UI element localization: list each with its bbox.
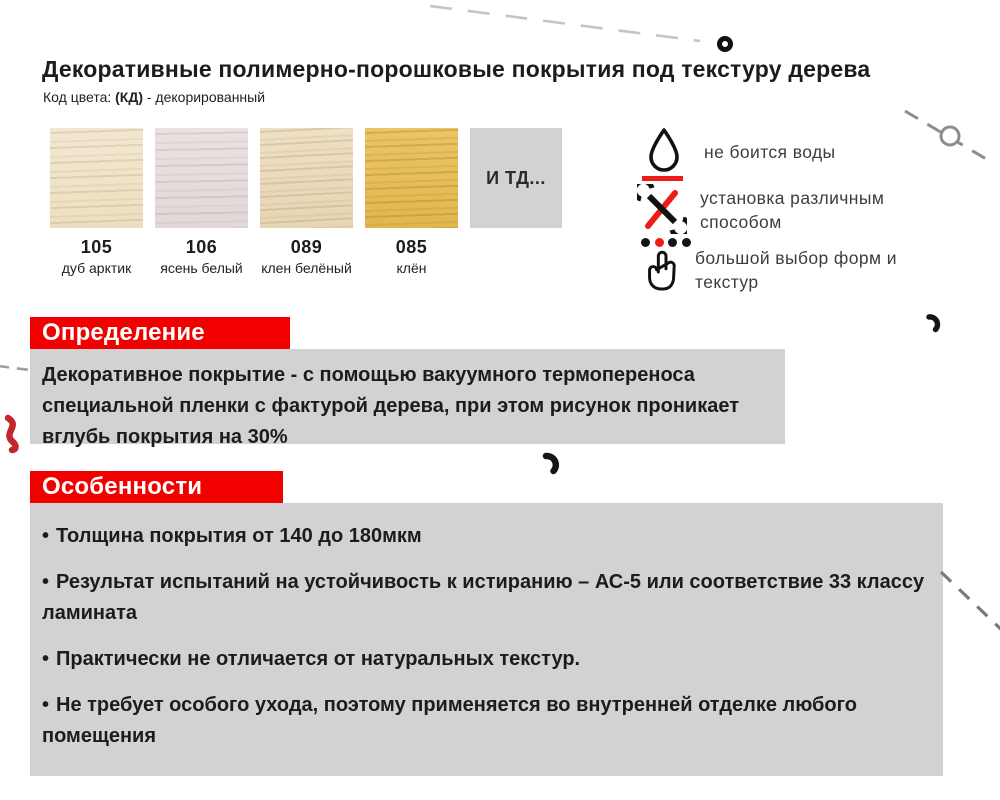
bottomright-dashed-line (941, 572, 1000, 634)
wood-sample-image (260, 128, 353, 228)
feature-item: • Результат испытаний на устойчивость к истиранию – АС-5 или соответствие 33 классу ламината (42, 567, 939, 629)
top-dashed-line (430, 6, 700, 41)
dot-icon (668, 238, 677, 247)
subtitle-code: (КД) (115, 89, 143, 105)
left-dashed-line (0, 366, 30, 370)
features-list (42, 521, 939, 752)
feature-label-choice: большой выбор форм и текстур (695, 248, 897, 292)
donut-dot-icon (720, 39, 731, 50)
wood-sample-image (155, 128, 248, 228)
swatch-name: клен белёный (261, 260, 352, 276)
comma-mark-icon (929, 317, 937, 330)
circle-node-icon (941, 127, 959, 145)
tools-icon (637, 184, 687, 234)
color-code-subtitle (43, 89, 265, 105)
definition-panel: Декоративное покрытие - с помощью вакуумного термопереноса специальной пленки с фактурой дерева, при этом рисунок проникает вглубь покрытия на 30% (30, 349, 785, 444)
subtitle-suffix: - декорированный (142, 89, 266, 105)
wood-sample-image (50, 128, 143, 228)
feature-item: • Практически не отличается от натуральных текстур. (42, 644, 939, 675)
features-heading: Особенности (30, 471, 283, 503)
red-squiggle-icon (8, 418, 16, 450)
feature-label-water: не боится воды (704, 142, 836, 162)
swatch-name: клён (396, 260, 427, 276)
water-drop-icon (646, 127, 682, 175)
topright-dashed-line (905, 111, 993, 163)
features-panel (30, 503, 943, 776)
swatch-name: ясень белый (160, 260, 243, 276)
dot-icon (641, 238, 650, 247)
dot-icon (682, 238, 691, 247)
swatch-row (50, 128, 562, 276)
swatch-085 (365, 128, 458, 276)
swatch-code: 106 (185, 237, 218, 257)
definition-heading: Определение (30, 317, 290, 349)
etc-tile: И ТД... (470, 128, 562, 228)
comma-mark-icon (546, 456, 556, 471)
feature-item: • Толщина покрытия от 140 до 180мкм (42, 521, 939, 552)
swatch-089 (260, 128, 353, 276)
tap-hand-icon (644, 249, 688, 295)
feature-label-install: установка различным способом (700, 188, 885, 232)
swatch-code: 085 (395, 237, 428, 257)
swatch-code: 089 (290, 237, 323, 257)
feature-item: • Не требует особого ухода, поэтому применяется во внутренней отделке любого помещения (42, 690, 939, 752)
dot-red-icon (655, 238, 664, 247)
dots-row (641, 238, 691, 247)
red-underline (642, 176, 683, 181)
subtitle-prefix: Код цвета: (43, 89, 116, 105)
page-title: Декоративные полимерно-порошковые покрытия под текстуру дерева (42, 56, 871, 82)
swatch-105 (50, 128, 143, 276)
swatch-name: дуб арктик (61, 260, 132, 276)
wood-sample-image (365, 128, 458, 228)
swatch-code: 105 (80, 237, 113, 257)
swatch-106 (155, 128, 248, 276)
